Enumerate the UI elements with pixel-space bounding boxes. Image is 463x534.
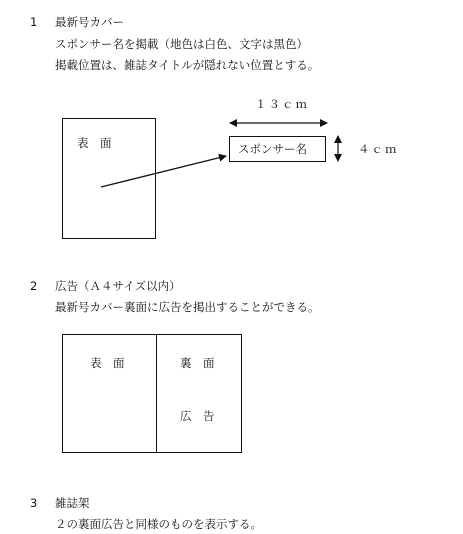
section1-line1: スポンサー名を掲載（地色は白色、文字は黒色） xyxy=(55,37,308,51)
section3-number: 3 xyxy=(30,496,38,510)
section3-heading: 雑誌架 xyxy=(55,496,90,510)
section2-line1: 最新号カバー裏面に広告を掲出することができる。 xyxy=(55,300,320,314)
spread-ad-label: 広 告 xyxy=(180,409,215,423)
cover-front-label: 表 面 xyxy=(77,136,112,150)
spread-back-label: 裏 面 xyxy=(180,356,215,370)
sponsor-name-label: スポンサー名 xyxy=(238,142,307,156)
height-dimension-label: ４ｃｍ xyxy=(358,142,399,156)
section2-number: 2 xyxy=(30,279,38,293)
spread-divider xyxy=(156,334,157,453)
section1-number: 1 xyxy=(30,15,38,29)
section3-line1: ２の裏面広告と同様のものを表示する。 xyxy=(55,517,262,531)
width-dimension-label: １３ｃｍ xyxy=(255,97,309,111)
section1-heading: 最新号カバー xyxy=(55,15,124,29)
spread-diagram xyxy=(62,334,242,453)
section2-heading: 広告（Ａ４サイズ以内） xyxy=(55,279,181,293)
spread-front-label: 表 面 xyxy=(90,356,125,370)
section1-line2: 掲載位置は、雑誌タイトルが隠れない位置とする。 xyxy=(55,58,320,72)
